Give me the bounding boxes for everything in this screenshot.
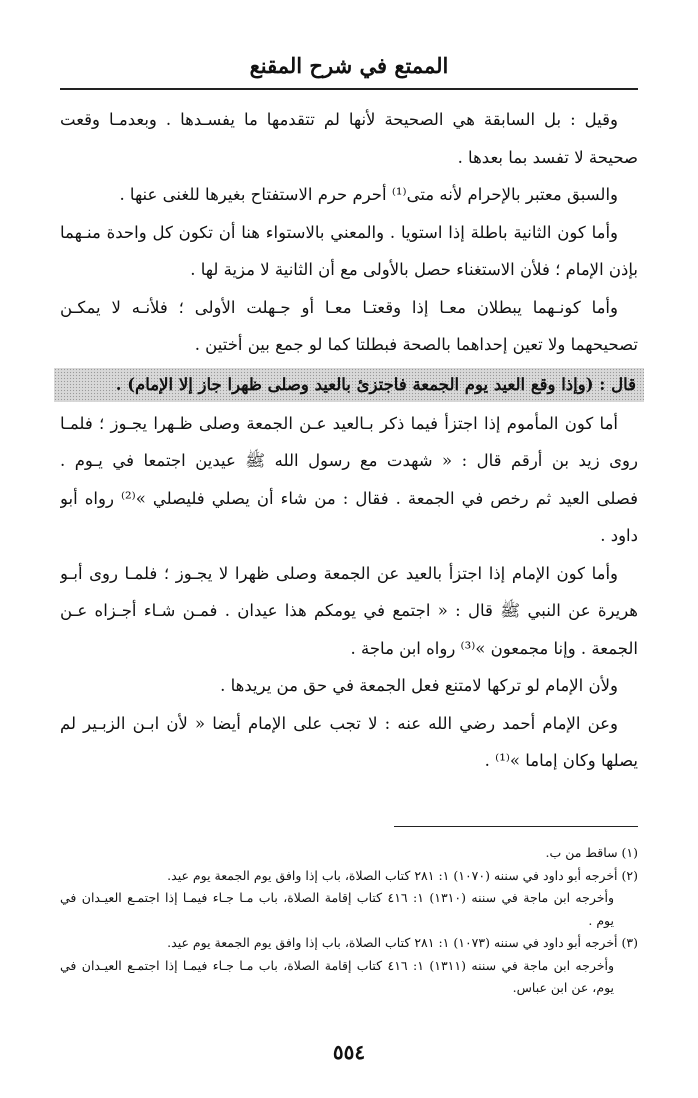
text-line: وأما كون الإمام إذا اجتزأ بالعيد عن الجمعة وصلى ظهرا لا يجـوز ؛ فلمـا روى أبـو — [60, 563, 618, 583]
page-number: ٥٥٤ — [332, 1040, 366, 1064]
header-divider — [60, 88, 638, 90]
text-line: صحيحة لا تفسد بما بعدها . — [457, 147, 638, 167]
text-line: روى زيد بن أرقم قال : « شهدت مع رسول الله ﷺ عيدين اجتمعا في يـوم . — [60, 451, 638, 470]
footnotes-block — [60, 842, 638, 1000]
footnote-line: وأخرجه ابن ماجة في سننه (١٣١٠) ١: ٤١٦ كتاب إقامة الصلاة، باب مـا جـاء فيمـا إذا اجتمـع العيـدان في — [60, 890, 614, 905]
text-line: تصحيحهما ولا تعين إحداهما بالصحة فبطلتا كما لو جمع بين أختين . — [194, 335, 638, 354]
text-line: داود . — [600, 526, 638, 545]
text-line: وأما كون الثانية باطلة إذا استويا . والمعني بالاستواء هنا أن تكون كل واحدة منـهما — [60, 222, 618, 242]
text-line: بإذن الإمام ؛ فلأن الاستغناء حصل بالأولى مع أن الثانية لا مزية لها . — [190, 260, 638, 279]
section-heading: قال : (وإذا وقع العيد يوم الجمعة فاجتزئ بالعيد وصلى ظهرا جاز إلا الإمام) . — [54, 368, 644, 402]
text-line: وعن الإمام أحمد رضي الله عنه : لا تجب على الإمام أيضا « لأن ابـن الزبـير لم — [60, 713, 618, 733]
running-header-title: الممتع في شرح المقنع — [249, 53, 449, 78]
text-line: هريرة عن النبي ﷺ قال : « اجتمع في يومكم هذا عيدان . فمـن شـاء أجـزاه عـن — [60, 601, 638, 620]
footnote-line: وأخرجه ابن ماجة في سننه (١٣١١) ١: ٤١٦ كتاب إقامة الصلاة، باب مـا جـاء فيمـا إذا اجتمـع العيـدان في — [60, 957, 614, 973]
text-line: أما كون المأموم إذا اجتزأ فيما ذكر بـالعيد عـن الجمعة وصلى ظـهرا يجـوز ؛ فلمـا — [60, 413, 618, 433]
footnote-line: (٢) أخرجه أبو داود في سننه (١٠٧٠) ١: ٢٨١ كتاب الصلاة، باب إذا وافق يوم الجمعة يوم عيد. — [167, 867, 638, 883]
text-line: وقيل : بل السابقة هي الصحيحة لأنها لم تتقدمها ما يفسـدها . وبعدمـا وقعت — [60, 110, 618, 129]
text-line: والسبق معتبر بالإحرام لأنه متى⁽¹⁾ أحرم حرم الاستفتاح بغيرها للغنى عنها . — [119, 185, 618, 204]
footnote-line: (٣) أخرجه أبو داود في سننه (١٠٧٣) ١: ٢٨١ كتاب الصلاة، باب إذا وافق يوم الجمعة يوم عيد. — [167, 935, 638, 950]
text-line: ولأن الإمام لو تركها لامتنع فعل الجمعة في حق من يريدها . — [220, 676, 618, 695]
footnote-line: يوم، عن ابن عباس. — [512, 980, 614, 995]
footnote-line: يوم . — [588, 912, 614, 928]
text-line: وأما كونـهما يبطلان معـا إذا وقعتـا معـا أو جـهلت الأولى ؛ فلأنـه لا يمكـن — [60, 297, 618, 317]
footnote-line: (١) ساقط من ب. — [545, 845, 638, 860]
text-line: يصلها وكان إماما »⁽¹⁾ . — [484, 751, 638, 770]
text-line: فصلى العيد ثم رخص في الجمعة . فقال : من شاء أن يصلي فليصلي »⁽²⁾ رواه أبو — [60, 488, 638, 508]
footnote-divider — [394, 826, 638, 827]
text-line: الجمعة . وإنا مجمعون »⁽³⁾ رواه ابن ماجة . — [350, 638, 638, 658]
main-text-block — [60, 101, 638, 780]
